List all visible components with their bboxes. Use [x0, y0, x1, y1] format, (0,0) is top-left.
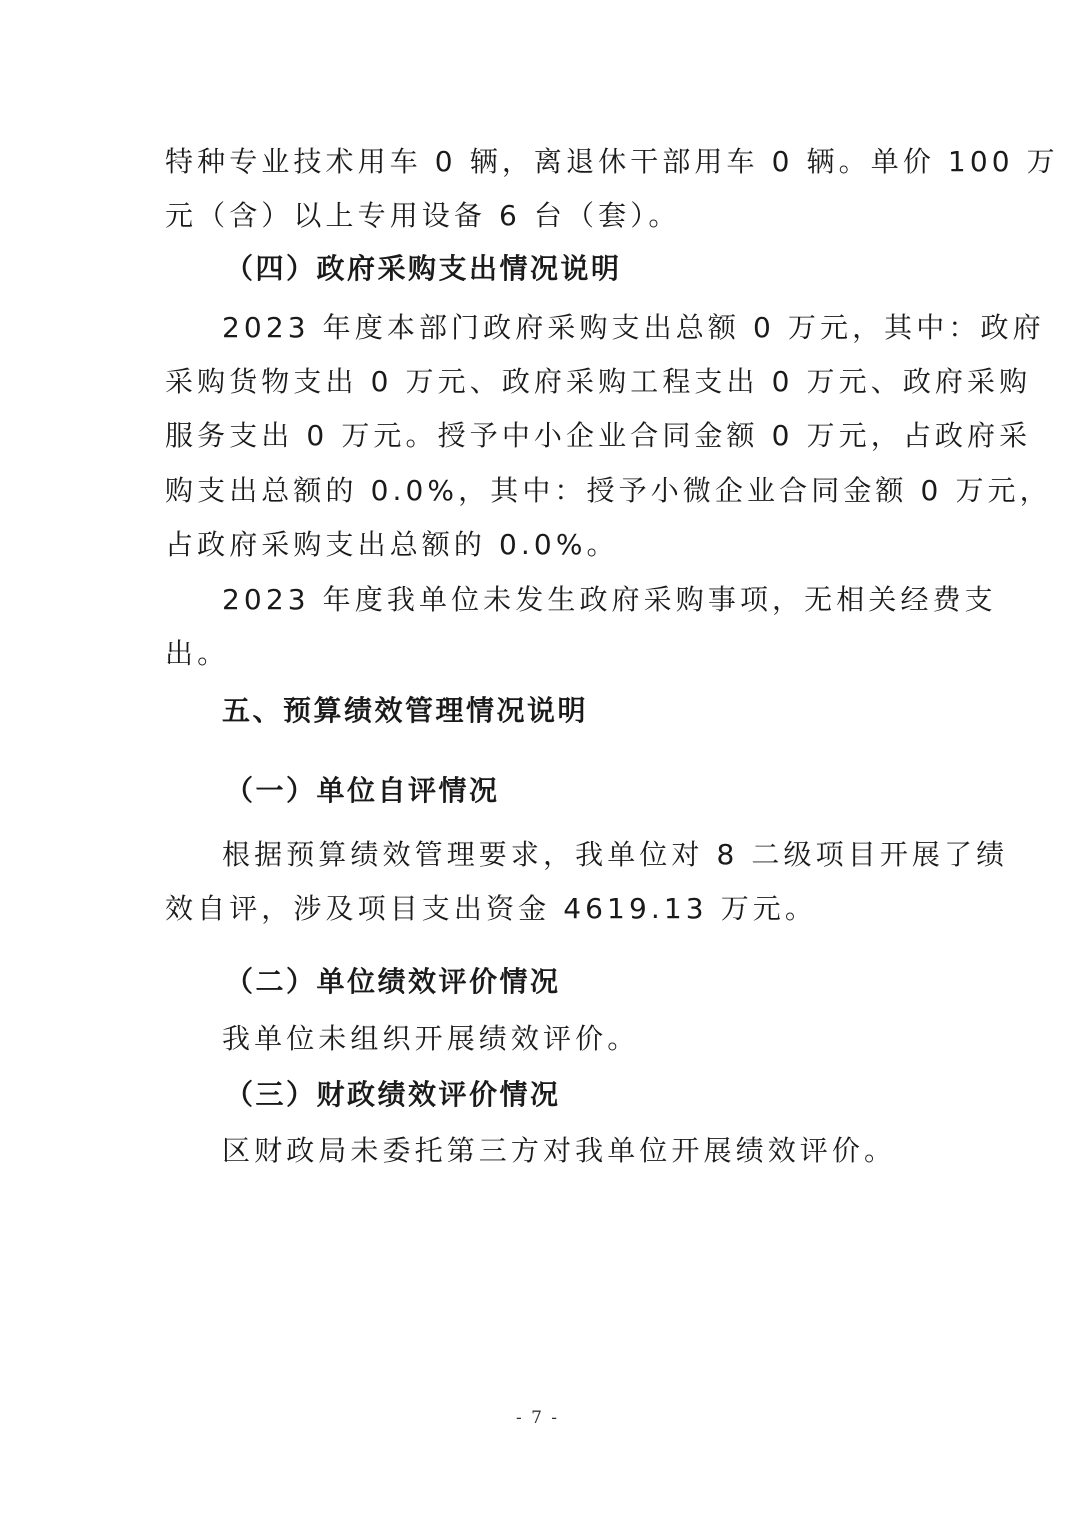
body-text-line: 采购货物支出 0 万元、政府采购工程支出 0 万元、政府采购 — [165, 365, 1032, 398]
body-text-line: 服务支出 0 万元。授予中小企业合同金额 0 万元，占政府采 — [165, 419, 1032, 452]
page-number: - 7 - — [515, 1408, 560, 1428]
section-heading-procurement: （四）政府采购支出情况说明 — [225, 252, 622, 285]
body-text-line: 购支出总额的 0.0%，其中：授予小微企业合同金额 0 万元， — [165, 474, 1052, 507]
body-text-line: 2023 年度我单位未发生政府采购事项，无相关经费支 — [222, 583, 997, 616]
body-text-line: 出。 — [165, 637, 230, 670]
section-heading-unit-evaluation: （二）单位绩效评价情况 — [225, 965, 561, 998]
body-text-line: 占政府采购支出总额的 0.0%。 — [165, 528, 619, 561]
section-heading-fiscal-evaluation: （三）财政绩效评价情况 — [225, 1078, 561, 1111]
body-text-line: 元（含）以上专用设备 6 台（套）。 — [165, 199, 681, 232]
body-text-line: 特种专业技术用车 0 辆，离退休干部用车 0 辆。单价 100 万 — [165, 145, 1059, 178]
section-heading-self-evaluation: （一）单位自评情况 — [225, 774, 500, 807]
body-text-line: 区财政局未委托第三方对我单位开展绩效评价。 — [222, 1134, 897, 1167]
body-text-line: 2023 年度本部门政府采购支出总额 0 万元，其中：政府 — [222, 311, 1045, 344]
body-text-line: 根据预算绩效管理要求，我单位对 8 二级项目开展了绩 — [222, 838, 1009, 871]
body-text-line: 效自评，涉及项目支出资金 4619.13 万元。 — [165, 892, 817, 925]
body-text-line: 我单位未组织开展绩效评价。 — [222, 1022, 640, 1055]
chapter-heading-performance: 五、预算绩效管理情况说明 — [222, 694, 589, 727]
